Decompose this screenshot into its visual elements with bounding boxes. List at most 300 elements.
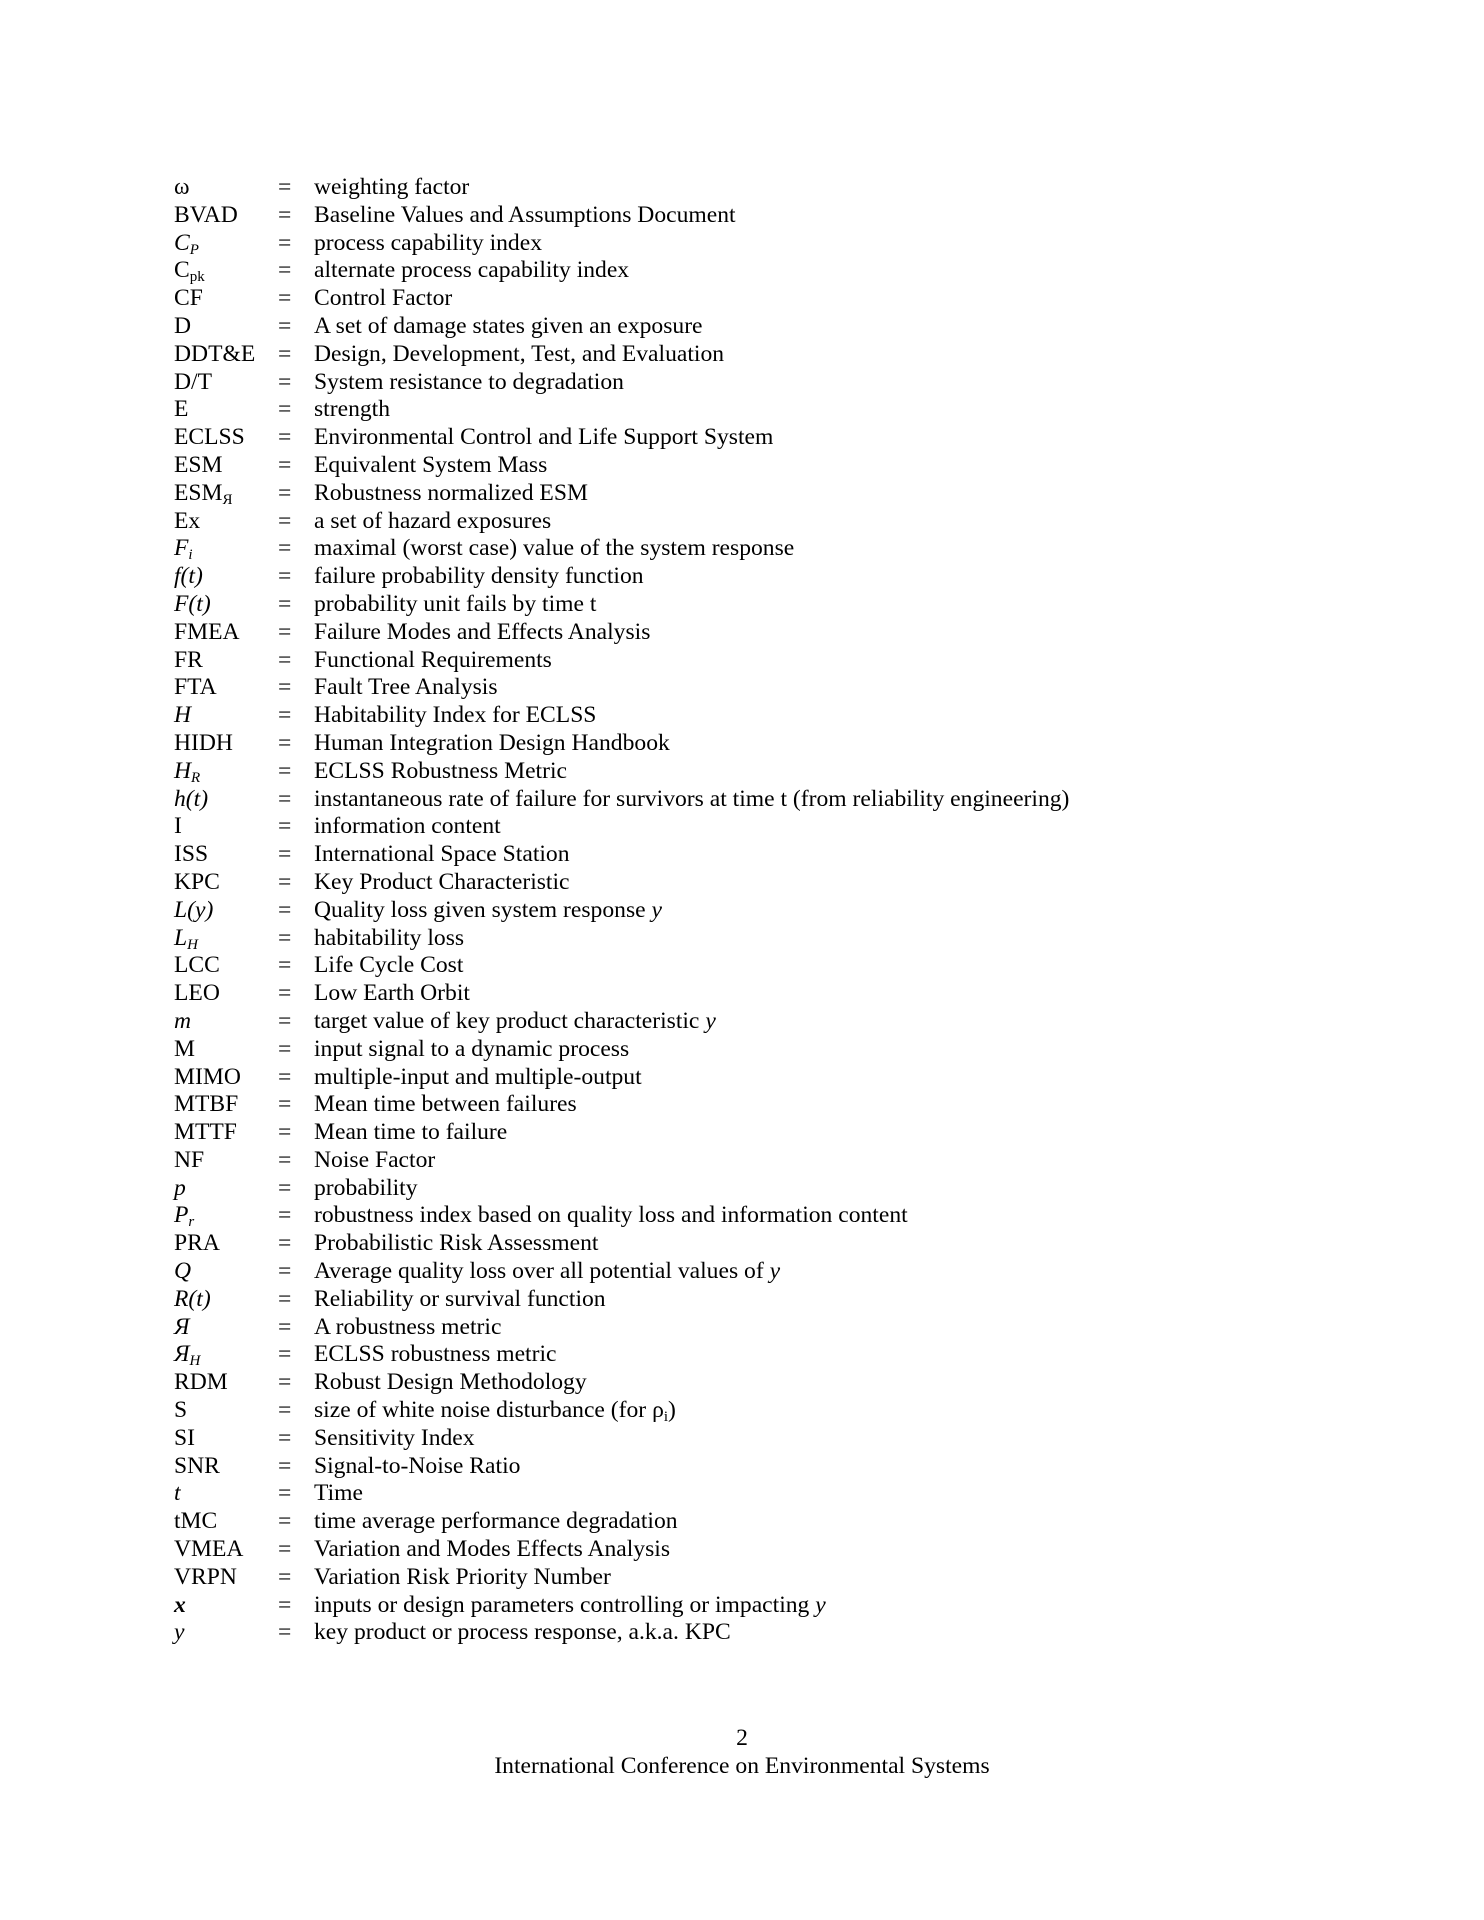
definition bbox=[314, 341, 724, 369]
definition-text: Fault Tree Analysis bbox=[314, 674, 498, 701]
equals-sign: = bbox=[278, 757, 292, 784]
nomenclature-row bbox=[174, 1175, 1324, 1203]
definition bbox=[314, 452, 547, 480]
definition-text: Key Product Characteristic bbox=[314, 868, 570, 895]
definition-text: probability unit fails by time t bbox=[314, 590, 597, 617]
nomenclature-row bbox=[174, 674, 1324, 702]
definition bbox=[314, 1425, 475, 1453]
definition bbox=[314, 1536, 670, 1564]
symbol bbox=[174, 1202, 194, 1230]
equals-sign: = bbox=[278, 201, 292, 228]
symbol bbox=[174, 1147, 204, 1175]
symbol-base: BVAD bbox=[174, 201, 238, 228]
definition bbox=[314, 1008, 716, 1036]
symbol-base: DDT&E bbox=[174, 340, 256, 367]
symbol-base: R(t) bbox=[174, 1285, 211, 1312]
definition-text: instantaneous rate of failure for survivors at time t (from reliability engineering) bbox=[314, 785, 1070, 812]
nomenclature-row bbox=[174, 980, 1324, 1008]
definition-text: Control Factor bbox=[314, 285, 453, 312]
equals-sign: = bbox=[278, 1230, 292, 1257]
definition-text: Mean time between failures bbox=[314, 1091, 577, 1118]
symbol-base: L bbox=[174, 924, 188, 951]
definition bbox=[314, 758, 567, 786]
nomenclature-row bbox=[174, 730, 1324, 758]
nomenclature-row bbox=[174, 1230, 1324, 1258]
definition-text: Sensitivity Index bbox=[314, 1424, 475, 1451]
definition-text: alternate process capability index bbox=[314, 257, 630, 284]
symbol bbox=[174, 1619, 184, 1647]
definition-text: inputs or design parameters controlling or impacting bbox=[314, 1591, 816, 1618]
equals-sign: = bbox=[278, 312, 292, 339]
nomenclature-row bbox=[174, 619, 1324, 647]
equals-sign: = bbox=[278, 229, 292, 256]
definition-text: a set of hazard exposures bbox=[314, 507, 552, 534]
nomenclature-row bbox=[174, 174, 1324, 202]
equals-sign: = bbox=[278, 396, 292, 423]
definition bbox=[314, 619, 650, 647]
nomenclature-row bbox=[174, 341, 1324, 369]
nomenclature-row bbox=[174, 563, 1324, 591]
symbol-base: SNR bbox=[174, 1452, 220, 1479]
definition bbox=[314, 1202, 908, 1230]
symbol bbox=[174, 758, 200, 786]
definition-text: weighting factor bbox=[314, 174, 470, 200]
definition bbox=[314, 1592, 826, 1620]
equals-sign: = bbox=[278, 841, 292, 868]
definition-variable: y bbox=[769, 1258, 781, 1285]
symbol bbox=[174, 619, 240, 647]
symbol-base: H bbox=[174, 757, 192, 784]
nomenclature-row bbox=[174, 424, 1324, 452]
symbol bbox=[174, 952, 220, 980]
symbol bbox=[174, 813, 182, 841]
nomenclature-row bbox=[174, 1592, 1324, 1620]
nomenclature-row bbox=[174, 230, 1324, 258]
equals-sign: = bbox=[278, 896, 292, 923]
nomenclature-row bbox=[174, 535, 1324, 563]
definition-text: habitability loss bbox=[314, 924, 465, 951]
symbol-base: VRPN bbox=[174, 1563, 237, 1590]
nomenclature-row bbox=[174, 202, 1324, 230]
nomenclature-row bbox=[174, 1036, 1324, 1064]
definition-text: Baseline Values and Assumptions Document bbox=[314, 201, 736, 228]
nomenclature-row bbox=[174, 591, 1324, 619]
symbol bbox=[174, 1230, 220, 1258]
definition-text: Mean time to failure bbox=[314, 1119, 508, 1146]
equals-sign: = bbox=[278, 285, 292, 312]
nomenclature-row bbox=[174, 702, 1324, 730]
nomenclature-row bbox=[174, 925, 1324, 953]
definition bbox=[314, 174, 469, 202]
definition-text: Average quality loss over all potential values of bbox=[314, 1258, 770, 1285]
symbol bbox=[174, 1258, 191, 1286]
definition bbox=[314, 535, 794, 563]
symbol bbox=[174, 1480, 181, 1508]
symbol bbox=[174, 202, 238, 230]
symbol bbox=[174, 786, 208, 814]
equals-sign: = bbox=[278, 507, 292, 534]
equals-sign: = bbox=[278, 174, 292, 200]
equals-sign: = bbox=[278, 535, 292, 562]
definition bbox=[314, 257, 629, 285]
definition-text: Variation and Modes Effects Analysis bbox=[314, 1536, 671, 1563]
definition bbox=[314, 1397, 676, 1425]
definition-text: multiple-input and multiple-output bbox=[314, 1063, 642, 1090]
equals-sign: = bbox=[278, 1119, 292, 1146]
nomenclature-row bbox=[174, 313, 1324, 341]
symbol bbox=[174, 1369, 228, 1397]
equals-sign: = bbox=[278, 340, 292, 367]
symbol-base: FR bbox=[174, 646, 203, 673]
definition-text: input signal to a dynamic process bbox=[314, 1035, 630, 1062]
definition bbox=[314, 952, 463, 980]
symbol-base: h(t) bbox=[174, 785, 209, 812]
definition-text: size of white noise disturbance (for ρ bbox=[314, 1397, 664, 1424]
definition bbox=[314, 702, 596, 730]
symbol-subscript: P bbox=[189, 241, 199, 258]
symbol bbox=[174, 508, 200, 536]
equals-sign: = bbox=[278, 1480, 292, 1507]
symbol-base: t bbox=[174, 1480, 181, 1507]
equals-sign: = bbox=[278, 563, 292, 590]
definition-text: A set of damage states given an exposure bbox=[314, 312, 703, 339]
symbol-base: LCC bbox=[174, 952, 220, 979]
symbol-base: p bbox=[174, 1174, 186, 1201]
definition bbox=[314, 841, 570, 869]
symbol bbox=[174, 535, 193, 563]
symbol-base: MTTF bbox=[174, 1119, 237, 1146]
symbol-subscript: Я bbox=[222, 491, 233, 508]
definition-text: Reliability or survival function bbox=[314, 1285, 606, 1312]
symbol bbox=[174, 424, 245, 452]
nomenclature-row bbox=[174, 1091, 1324, 1119]
symbol-base: C bbox=[174, 257, 190, 284]
page-number: 2 bbox=[736, 1725, 748, 1751]
symbol-base: MTBF bbox=[174, 1091, 239, 1118]
definition-tail: ) bbox=[668, 1397, 676, 1424]
symbol-base: tMC bbox=[174, 1508, 218, 1535]
symbol bbox=[174, 1453, 220, 1481]
nomenclature-row bbox=[174, 1369, 1324, 1397]
definition bbox=[314, 730, 670, 758]
symbol bbox=[174, 841, 208, 869]
nomenclature-row bbox=[174, 1397, 1324, 1425]
symbol-base: FTA bbox=[174, 674, 217, 701]
nomenclature-row bbox=[174, 1314, 1324, 1342]
symbol-base: S bbox=[174, 1397, 188, 1424]
definition bbox=[314, 925, 464, 953]
nomenclature-row bbox=[174, 869, 1324, 897]
symbol bbox=[174, 230, 199, 258]
definition-text: Robust Design Methodology bbox=[314, 1369, 587, 1396]
nomenclature-row bbox=[174, 1147, 1324, 1175]
nomenclature-row bbox=[174, 508, 1324, 536]
symbol-base: ISS bbox=[174, 841, 209, 868]
nomenclature-row bbox=[174, 1425, 1324, 1453]
definition-text: time average performance degradation bbox=[314, 1508, 678, 1535]
symbol bbox=[174, 480, 233, 508]
conference-name: International Conference on Environmental Systems bbox=[494, 1753, 990, 1779]
definition bbox=[314, 1564, 611, 1592]
definition-variable: y bbox=[815, 1591, 826, 1618]
symbol-subscript: r bbox=[188, 1214, 195, 1231]
symbol-subscript: R bbox=[191, 769, 201, 786]
equals-sign: = bbox=[278, 1508, 292, 1535]
nomenclature-row bbox=[174, 1064, 1324, 1092]
nomenclature-row bbox=[174, 813, 1324, 841]
definition-text: Probabilistic Risk Assessment bbox=[314, 1230, 599, 1257]
symbol bbox=[174, 1091, 238, 1119]
definition bbox=[314, 813, 501, 841]
symbol-base: RDM bbox=[174, 1369, 228, 1396]
nomenclature-row bbox=[174, 1341, 1324, 1369]
equals-sign: = bbox=[278, 1313, 292, 1340]
definition bbox=[314, 313, 703, 341]
nomenclature-row bbox=[174, 841, 1324, 869]
symbol bbox=[174, 174, 190, 202]
definition-text: A robustness metric bbox=[314, 1313, 502, 1340]
equals-sign: = bbox=[278, 674, 292, 701]
symbol bbox=[174, 1564, 237, 1592]
definition-text: Noise Factor bbox=[314, 1146, 436, 1173]
symbol-base: E bbox=[174, 396, 189, 423]
symbol bbox=[174, 925, 198, 953]
definition-text: Failure Modes and Effects Analysis bbox=[314, 618, 651, 645]
symbol bbox=[174, 1508, 217, 1536]
definition-text: Environmental Control and Life Support System bbox=[314, 424, 774, 451]
symbol-base: I bbox=[174, 813, 182, 840]
definition bbox=[314, 1064, 642, 1092]
symbol-base: f(t) bbox=[174, 563, 203, 590]
definition bbox=[314, 396, 390, 424]
symbol bbox=[174, 396, 188, 424]
definition bbox=[314, 1341, 556, 1369]
definition bbox=[314, 1119, 507, 1147]
nomenclature-row bbox=[174, 1508, 1324, 1536]
definition-text: Low Earth Orbit bbox=[314, 980, 470, 1007]
symbol bbox=[174, 591, 211, 619]
equals-sign: = bbox=[278, 1146, 292, 1173]
nomenclature-row bbox=[174, 1480, 1324, 1508]
definition-text: robustness index based on quality loss and information content bbox=[314, 1202, 908, 1229]
symbol-base: D bbox=[174, 312, 192, 339]
symbol-base: ECLSS bbox=[174, 424, 245, 451]
nomenclature-row bbox=[174, 952, 1324, 980]
nomenclature-row bbox=[174, 1453, 1324, 1481]
nomenclature-row bbox=[174, 1008, 1324, 1036]
definition bbox=[314, 591, 596, 619]
definition-variable: y bbox=[651, 896, 662, 923]
definition-text: System resistance to degradation bbox=[314, 368, 624, 395]
definition-variable: y bbox=[705, 1007, 716, 1034]
equals-sign: = bbox=[278, 1285, 292, 1312]
equals-sign: = bbox=[278, 785, 292, 812]
symbol bbox=[174, 674, 217, 702]
definition-text: ECLSS robustness metric bbox=[314, 1341, 557, 1368]
equals-sign: = bbox=[278, 451, 292, 478]
definition-text: International Space Station bbox=[314, 841, 570, 868]
definition-text: maximal (worst case) value of the system response bbox=[314, 535, 795, 562]
symbol-base: Ex bbox=[174, 507, 201, 534]
symbol-base: KPC bbox=[174, 868, 220, 895]
nomenclature-row bbox=[174, 897, 1324, 925]
equals-sign: = bbox=[278, 1174, 292, 1201]
symbol-base: VMEA bbox=[174, 1536, 244, 1563]
nomenclature-row bbox=[174, 1258, 1324, 1286]
definition-text: Equivalent System Mass bbox=[314, 451, 548, 478]
definition-subscript: i bbox=[663, 1409, 669, 1426]
symbol bbox=[174, 1536, 243, 1564]
symbol bbox=[174, 452, 223, 480]
symbol bbox=[174, 1341, 200, 1369]
nomenclature-row bbox=[174, 1564, 1324, 1592]
symbol-base: H bbox=[174, 702, 192, 729]
symbol-base: ESM bbox=[174, 451, 223, 478]
symbol bbox=[174, 257, 205, 285]
symbol-base: F bbox=[174, 535, 189, 562]
definition bbox=[314, 508, 551, 536]
symbol-base: CF bbox=[174, 285, 203, 312]
symbol-subscript: H bbox=[187, 936, 198, 953]
equals-sign: = bbox=[278, 590, 292, 617]
equals-sign: = bbox=[278, 1369, 292, 1396]
nomenclature-row bbox=[174, 257, 1324, 285]
definition-text: key product or process response, a.k.a. KPC bbox=[314, 1619, 731, 1646]
symbol-base: ω bbox=[174, 174, 190, 200]
symbol bbox=[174, 730, 233, 758]
equals-sign: = bbox=[278, 368, 292, 395]
nomenclature-row bbox=[174, 452, 1324, 480]
definition bbox=[314, 786, 1069, 814]
symbol-base: y bbox=[174, 1619, 185, 1646]
symbol bbox=[174, 313, 191, 341]
symbol-base: L(y) bbox=[174, 896, 214, 923]
symbol-base: F(t) bbox=[174, 590, 211, 617]
symbol bbox=[174, 1397, 187, 1425]
symbol bbox=[174, 563, 203, 591]
equals-sign: = bbox=[278, 1397, 292, 1424]
equals-sign: = bbox=[278, 1591, 292, 1618]
definition-text: Life Cycle Cost bbox=[314, 952, 464, 979]
symbol bbox=[174, 1592, 186, 1620]
definition bbox=[314, 424, 773, 452]
equals-sign: = bbox=[278, 980, 292, 1007]
nomenclature-row bbox=[174, 786, 1324, 814]
nomenclature-row bbox=[174, 396, 1324, 424]
equals-sign: = bbox=[278, 1202, 292, 1229]
equals-sign: = bbox=[278, 1063, 292, 1090]
symbol-base: m bbox=[174, 1007, 192, 1034]
definition-text: Habitability Index for ECLSS bbox=[314, 702, 597, 729]
definition bbox=[314, 1314, 501, 1342]
equals-sign: = bbox=[278, 868, 292, 895]
definition bbox=[314, 1147, 435, 1175]
definition bbox=[314, 1619, 731, 1647]
definition-text: Time bbox=[314, 1480, 363, 1507]
equals-sign: = bbox=[278, 924, 292, 951]
nomenclature-row bbox=[174, 1536, 1324, 1564]
definition bbox=[314, 1175, 418, 1203]
equals-sign: = bbox=[278, 1091, 292, 1118]
symbol bbox=[174, 1425, 195, 1453]
symbol-subscript: i bbox=[188, 547, 193, 564]
equals-sign: = bbox=[278, 1035, 292, 1062]
symbol-base: C bbox=[174, 229, 190, 256]
page-footer bbox=[0, 1724, 1484, 1780]
symbol bbox=[174, 647, 203, 675]
definition-text: Quality loss given system response bbox=[314, 896, 652, 923]
equals-sign: = bbox=[278, 1424, 292, 1451]
symbol-base: PRA bbox=[174, 1230, 220, 1257]
symbol bbox=[174, 1064, 241, 1092]
symbol bbox=[174, 1008, 191, 1036]
symbol-base: Я bbox=[174, 1313, 190, 1340]
definition-text: Signal-to-Noise Ratio bbox=[314, 1452, 521, 1479]
equals-sign: = bbox=[278, 1258, 292, 1285]
definition-text: strength bbox=[314, 396, 391, 423]
symbol-base: LEO bbox=[174, 980, 220, 1007]
nomenclature-row bbox=[174, 1286, 1324, 1314]
symbol-base: M bbox=[174, 1035, 195, 1062]
symbol bbox=[174, 285, 203, 313]
definition-text: Human Integration Design Handbook bbox=[314, 729, 670, 756]
definition bbox=[314, 869, 570, 897]
definition bbox=[314, 230, 542, 258]
definition bbox=[314, 1036, 629, 1064]
definition bbox=[314, 563, 644, 591]
definition-text: Functional Requirements bbox=[314, 646, 552, 673]
definition bbox=[314, 1230, 598, 1258]
nomenclature-row bbox=[174, 1202, 1324, 1230]
definition-text: probability bbox=[314, 1174, 418, 1201]
equals-sign: = bbox=[278, 952, 292, 979]
nomenclature-list bbox=[174, 174, 1324, 1647]
definition-text: Variation Risk Priority Number bbox=[314, 1563, 611, 1590]
symbol bbox=[174, 1175, 186, 1203]
equals-sign: = bbox=[278, 1007, 292, 1034]
symbol-base: D/T bbox=[174, 368, 213, 395]
definition bbox=[314, 897, 662, 925]
definition bbox=[314, 202, 736, 230]
equals-sign: = bbox=[278, 729, 292, 756]
nomenclature-row bbox=[174, 285, 1324, 313]
definition bbox=[314, 1508, 678, 1536]
definition bbox=[314, 647, 552, 675]
definition bbox=[314, 1286, 606, 1314]
symbol bbox=[174, 980, 220, 1008]
equals-sign: = bbox=[278, 1536, 292, 1563]
symbol-base: HIDH bbox=[174, 729, 233, 756]
definition-text: failure probability density function bbox=[314, 563, 644, 590]
symbol bbox=[174, 341, 255, 369]
definition-text: information content bbox=[314, 813, 501, 840]
symbol bbox=[174, 1314, 190, 1342]
symbol-base: ESM bbox=[174, 479, 223, 506]
symbol bbox=[174, 1036, 195, 1064]
definition bbox=[314, 1480, 363, 1508]
symbol-base: x bbox=[174, 1591, 186, 1618]
symbol bbox=[174, 1286, 211, 1314]
nomenclature-row bbox=[174, 647, 1324, 675]
symbol bbox=[174, 369, 212, 397]
equals-sign: = bbox=[278, 618, 292, 645]
symbol bbox=[174, 702, 191, 730]
equals-sign: = bbox=[278, 424, 292, 451]
definition-text: Design, Development, Test, and Evaluation bbox=[314, 340, 725, 367]
symbol-base: MIMO bbox=[174, 1063, 241, 1090]
equals-sign: = bbox=[278, 813, 292, 840]
nomenclature-row bbox=[174, 1119, 1324, 1147]
